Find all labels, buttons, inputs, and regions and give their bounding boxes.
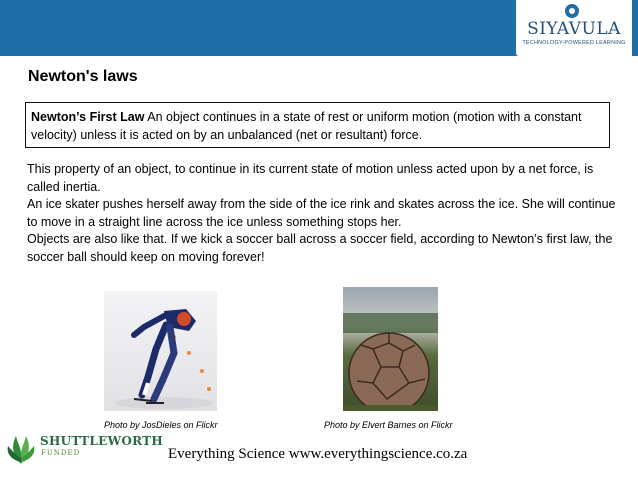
ice-skater-photo (104, 291, 217, 411)
soccer-ball-illustration (343, 287, 438, 411)
paragraph-inertia: This property of an object, to continue in its current state of motion unless acted upon by a net force, is called inertia. (27, 162, 594, 194)
soccer-ball-photo (343, 287, 438, 411)
siyavula-logo (516, 0, 632, 56)
header-band (0, 0, 638, 56)
paragraph-soccer: Objects are also like that. If we kick a soccer ball across a soccer field, according to Newton’s first law, the soccer ball should keep on moving forever! (27, 232, 613, 264)
sponsor-subtitle: FUNDED (41, 449, 81, 457)
law-text: An object continues in a state of rest or uniform motion (motion with a constant velocity) unless it is acted on by an unbalanced (net or resultant) force. (31, 110, 582, 142)
photo-caption-ball: Photo by Elvert Barnes on Flickr (324, 420, 453, 430)
footer-text: Everything Science www.everythingscience.co.za (168, 446, 468, 462)
sponsor-name: SHUTTLEWORTH (40, 434, 164, 448)
paragraph-skater: An ice skater pushes herself away from the side of the ice rink and skates across the ice. She will continue to move in a straight line across the ice unless something stops her. (27, 197, 616, 229)
brand-name: SIYAVULA (527, 19, 621, 39)
photo-caption-skater: Photo by JosDieles on Flickr (104, 420, 218, 430)
body-text (27, 161, 617, 266)
law-heading: Newton’s First Law (31, 110, 145, 124)
shuttleworth-leaf-icon (4, 426, 38, 466)
shuttleworth-logo (4, 426, 164, 466)
brand-tagline: TECHNOLOGY-POWERED LEARNING (522, 40, 626, 46)
law-definition-box (25, 102, 610, 148)
slide-title: Newton's laws (28, 68, 138, 85)
ice-skater-illustration (104, 291, 217, 411)
siyavula-mark-icon (565, 4, 579, 18)
